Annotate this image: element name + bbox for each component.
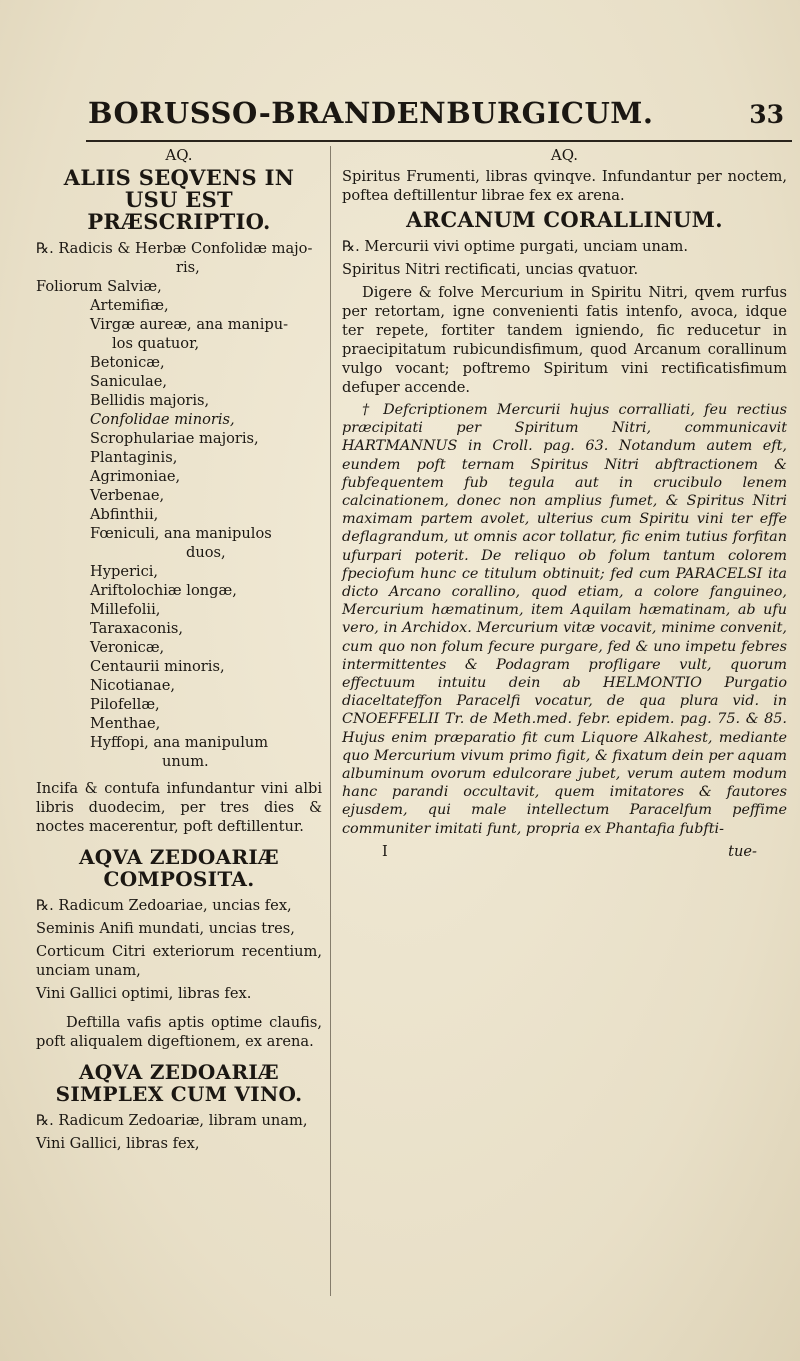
recipe-line: Artemifiæ, bbox=[90, 297, 169, 314]
header-rule bbox=[86, 140, 792, 142]
recipe-line: Millefolii, bbox=[90, 601, 161, 618]
recipe-line: Hyffopi, ana manipulum bbox=[90, 734, 269, 751]
recipe-line: ℞. Radicum Zedoariae, uncias fex, bbox=[36, 897, 292, 914]
recipe-line: Foliorum Salviæ, bbox=[36, 278, 162, 295]
recipe-line: Agrimoniae, bbox=[90, 468, 181, 485]
intro-paragraph: Spiritus Frumenti, libras qvinqve. Infundantur per noctem, poftea deftillentur librae fex ex arena. bbox=[342, 168, 787, 204]
page-footer bbox=[342, 842, 787, 861]
right-signature: AQ. bbox=[550, 146, 579, 164]
left-column bbox=[36, 146, 322, 1157]
right-column bbox=[342, 146, 787, 861]
recipe-line: Verbenae, bbox=[90, 487, 165, 504]
recipe-line: ℞. Radicum Zedoariæ, libram unam, bbox=[36, 1112, 308, 1129]
section-title-zedoariae-simplex: AQVA ZEDOARIÆ SIMPLEX CUM VINO. bbox=[55, 1060, 303, 1106]
page-number: 33 bbox=[749, 100, 784, 129]
recipe-line: Veronicæ, bbox=[90, 639, 165, 656]
recipe-line: Bellidis majoris, bbox=[90, 392, 210, 409]
column-divider bbox=[330, 146, 331, 1296]
catchword: tue- bbox=[728, 842, 757, 860]
recipe-line: Taraxaconis, bbox=[90, 620, 184, 637]
recipe-line: Spiritus Nitri rectificati, uncias qvatuor. bbox=[342, 261, 639, 278]
recipe-line: ℞. Mercurii vivi optime purgati, unciam unam. bbox=[342, 238, 689, 255]
recipe-line: Menthae, bbox=[90, 715, 161, 732]
recipe-line: Scrophulariae majoris, bbox=[90, 430, 259, 447]
body-paragraph: Incifa & contufa infundantur vini albi libris duodecim, per tres dies & noctes macerentur, poft deftillentur. bbox=[36, 780, 322, 835]
recipe-line: Vini Gallici, libras fex, bbox=[36, 1135, 200, 1152]
recipe-line: los quatuor, bbox=[112, 335, 200, 352]
recipe-line: unum. bbox=[162, 753, 209, 770]
recipe-line: duos, bbox=[186, 544, 226, 561]
recipe-line: Nicotianae, bbox=[90, 677, 176, 694]
recipe-line: Plantaginis, bbox=[90, 449, 178, 466]
running-head bbox=[88, 96, 788, 140]
recipe-line: Corticum Citri exteriorum recentium, unciam unam, bbox=[36, 943, 322, 979]
recipe-line: ℞. Radicis & Herbæ Confolidæ majo- bbox=[36, 240, 313, 257]
recipe-line: Fœniculi, ana manipulos bbox=[90, 525, 272, 542]
recipe-line: Confolidae minoris, bbox=[90, 411, 235, 428]
section-title-praescriptio: ALIIS SEQVENS IN USU EST PRÆSCRIPTIO. bbox=[63, 165, 295, 234]
signature-mark: I bbox=[382, 842, 388, 860]
left-signature: AQ. bbox=[165, 146, 193, 164]
note-paragraph: † Defcriptionem Mercurii hujus corralliati, feu rectius præcipitati per Spiritum Nitri, communicavit HARTMANNUS in Croll. pag. 63. Notandum autem eft, eundem poft ternam Spiritus Nitri abftractionem & fubfequentem fub tegula aut in crucibulo lenem calcinationem, donec non amplius fumet, & Spiritus Nitri maximam partem avolet, ulterius cum Spiritu vini ter effe deflagrandum, ut omnis acor tollatur, fic enim tutius forfitan ufurpari poterit. De reliquo ob folum tantum colorem fpeciofum hunc ce titulum obtinuit; fed cum PARACELSI ita dicto Arcano corallino, quod etiam, a colore fanguineo, Mercurium hæmatinum, item Aquilam hæmatinam, ab ufu vero, in Archidox. Mercurium vitæ vocavit, minime convenit, cum quo non folum fecure purgare, fed & uno impetu febres intermittentes & Podagram profligare vult, quorum effectuum intuitu dein ab HELMONTIO Purgatio diaceltateffon Paracelfi vocatur, de qua plura vid. in CNOEFFELII Tr. de Meth.med. febr. epidem. pag. 75. & 85. Hujus enim præparatio fit cum Liquore Alkahest, mediante quo Mercurium vivum primo figit, & fixatum dein per aquam albuminum ovorum edulcorare jubet, verum autem modum hanc parandi occultavit, quem imitatores & fautores ejusdem, qui male intellectum Paracelfum peffime communiter imitati funt, propria ex Phantafia fubfti- bbox=[342, 402, 787, 837]
section-title-zedoariae-composita: AQVA ZEDOARIÆ COMPOSITA. bbox=[78, 845, 280, 891]
recipe-line: Betonicæ, bbox=[90, 354, 165, 371]
recipe-line: Hyperici, bbox=[90, 563, 159, 580]
recipe-line: Seminis Anifi mundati, uncias tres, bbox=[36, 920, 295, 937]
section-title-arcanum: ARCANUM CORALLINUM. bbox=[406, 207, 723, 232]
recipe-line: Vini Gallici optimi, libras fex. bbox=[36, 985, 252, 1002]
recipe-line: Saniculae, bbox=[90, 373, 167, 390]
recipe-line: Abfinthii, bbox=[90, 506, 159, 523]
recipe-line: ris, bbox=[176, 259, 200, 276]
body-paragraph: Digere & folve Mercurium in Spiritu Nitri, qvem rurfus per retortam, igne convenienti fatis intenfo, avoca, idque ter repete, fortiter tandem igniendo, fic reducetur in praecipitatum rubicundisfimum, quod Arcanum corallinum vulgo vocant; poftremo Spiritum vini rectificatisfimum defuper accende. bbox=[342, 284, 787, 396]
recipe-line: Ariftolochiæ longæ, bbox=[90, 582, 237, 599]
body-paragraph: Deftilla vafis aptis optime claufis, poft aliqualem digeftionem, ex arena. bbox=[36, 1014, 322, 1050]
recipe-line: Centaurii minoris, bbox=[90, 658, 225, 675]
recipe-line: Pilofellæ, bbox=[90, 696, 160, 713]
running-title: BORUSSO-BRANDENBURGICUM. bbox=[88, 96, 654, 130]
recipe-line: Virgæ aureæ, ana manipu- bbox=[90, 316, 289, 333]
